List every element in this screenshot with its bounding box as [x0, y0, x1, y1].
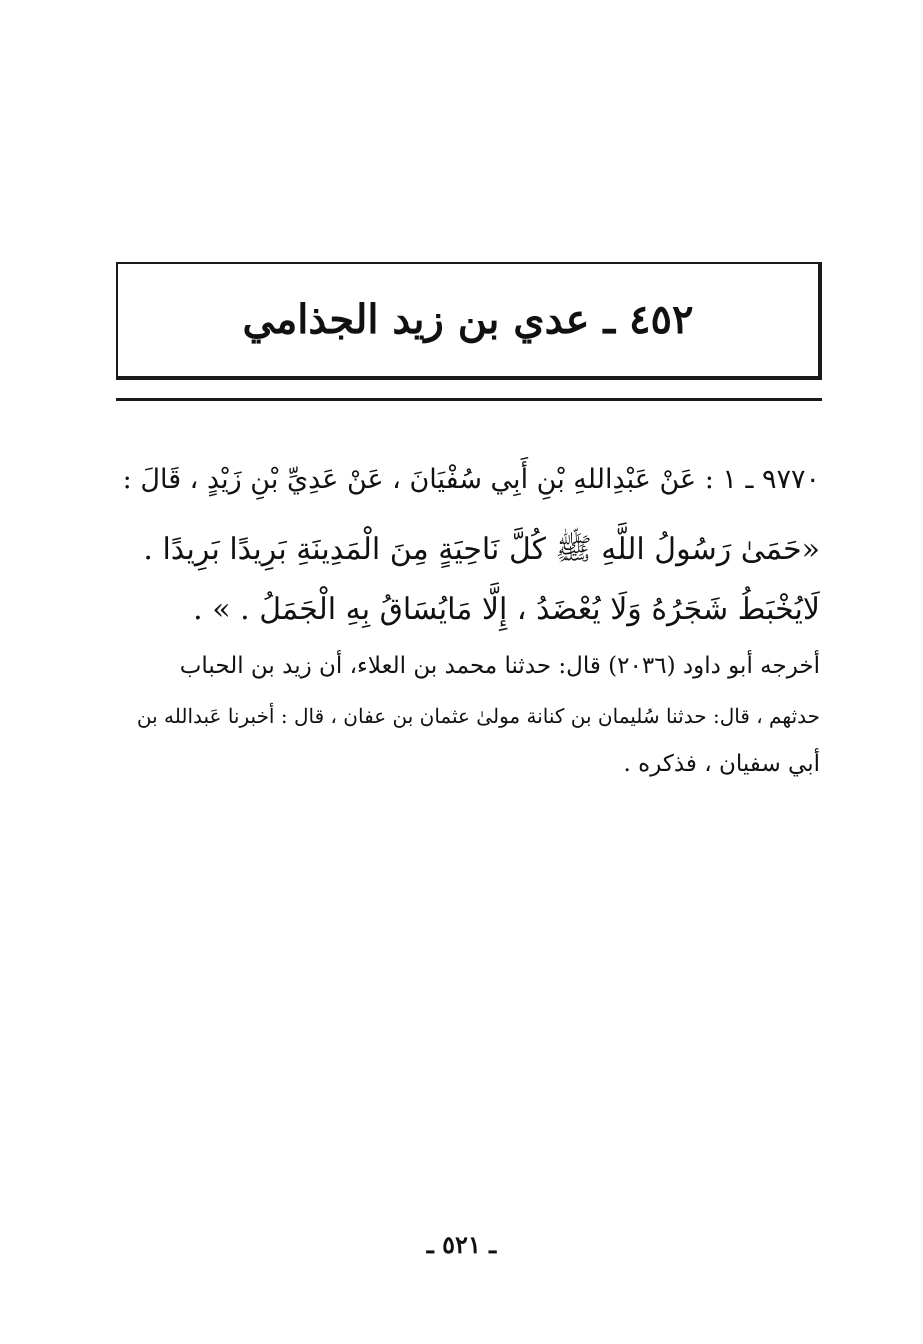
hadith-isnad-line: ٩٧٧٠ ـ ١ : عَنْ عَبْدِاللهِ بْنِ أَبِي سُفْيَانَ ، عَنْ عَدِيِّ بْنِ زَيْدٍ ، قَالَ :: [122, 464, 820, 495]
page-number: ـ ٥٢١ ـ: [426, 1230, 497, 1259]
title-divider: [116, 398, 822, 401]
takhrij-line-2: حدثهم ، قال: حدثنا سُليمان بن كنانة مولىٰ عثمان بن عفان ، قال : أخبرنا عَبدالله بن: [136, 704, 820, 728]
takhrij-line-1: أخرجه أبو داود (٢٠٣٦) قال: حدثنا محمد بن العلاء، أن زيد بن الحباب: [179, 653, 820, 679]
hadith-matn-line-2: لَايُخْبَطُ شَجَرُهُ وَلَا يُعْضَدُ ، إِلَّا مَايُسَاقُ بِهِ الْجَمَلُ . » .: [193, 592, 820, 627]
chapter-title: ٤٥٢ ـ عدي بن زيد الجذامي: [242, 296, 694, 343]
hadith-matn-line-1: «حَمَىٰ رَسُولُ اللَّهِ ﷺ كُلَّ نَاحِيَةٍ مِنَ الْمَدِينَةِ بَرِيدًا بَرِيدًا .: [143, 532, 820, 567]
chapter-title-box: [116, 262, 820, 380]
takhrij-line-3: أبي سفيان ، فذكره .: [623, 751, 820, 777]
